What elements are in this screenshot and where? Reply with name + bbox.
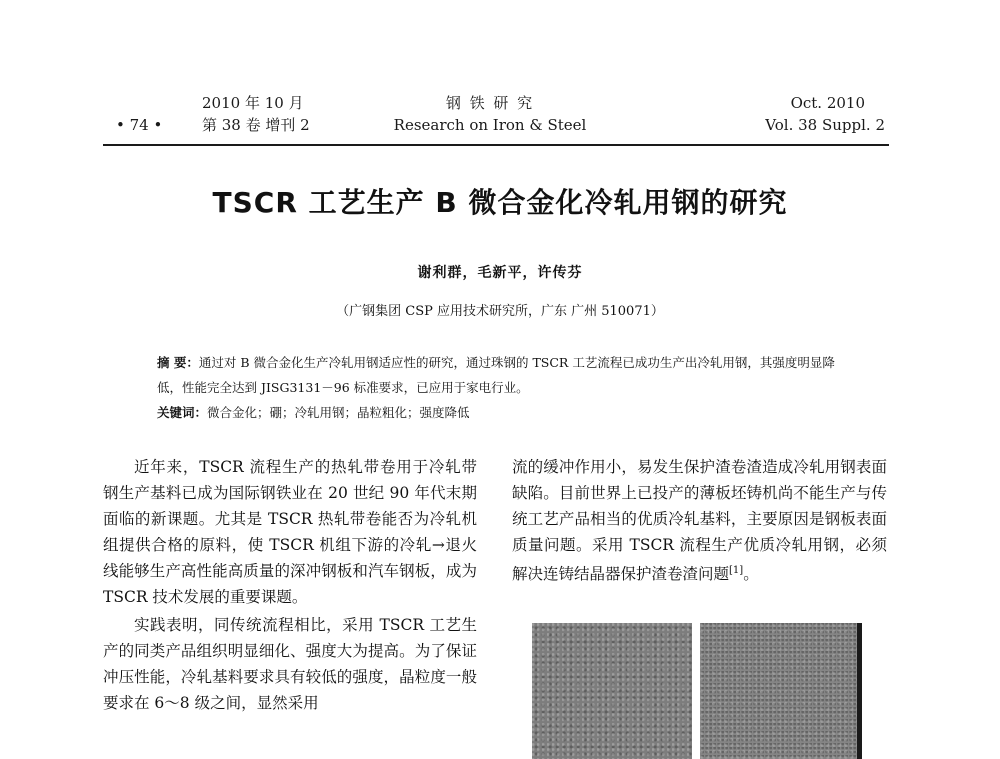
paper-title: TSCR 工艺生产 B 微合金化冷轧用钢的研究 — [212, 186, 788, 219]
issue-date-cn: 2010 年 10 月 — [202, 94, 304, 112]
journal-name-cn: 钢 铁 研 究 — [445, 94, 535, 112]
right-column — [512, 454, 887, 587]
abstract — [157, 350, 847, 400]
abstract-label: 摘 要： — [157, 355, 199, 370]
affiliation: （广钢集团 CSP 应用技术研究所，广东 广州 510071） — [336, 304, 664, 319]
left-column — [103, 454, 477, 716]
body-paragraph: 近年来，TSCR 流程生产的热轧带卷用于冷轧带钢生产基料已成为国际钢铁业在 20 世纪 90 年代末期面临的新课题。尤其是 TSCR 热轧带卷能否为冷轧机组提供合格的原料，使 TSCR 机组下游的冷轧→退火线能够生产高性能高质量的深冲钢板和汽车钢板，成为 TSCR 技术发展的重要课题。 — [103, 458, 477, 606]
body-paragraph — [512, 454, 887, 587]
body-text-end: 。 — [743, 565, 759, 584]
keywords-text: 微合金化；硼；冷轧用钢；晶粒粗化；强度降低 — [207, 405, 470, 420]
body-paragraph: 实践表明，同传统流程相比，采用 TSCR 工艺生产的同类产品组织明显细化、强度大为提高。为了保证冲压性能，冷轧基料要求具有较低的强度，晶粒度一般要求在 6～8 级之间，显然采用 — [103, 616, 477, 712]
volume-en: Vol. 38 Suppl. 2 — [765, 116, 885, 134]
micrograph-right — [700, 623, 862, 759]
micrograph-edge — [857, 623, 862, 759]
volume-cn: 第 38 卷 增刊 2 — [202, 116, 310, 134]
journal-name-en: Research on Iron & Steel — [393, 116, 587, 134]
page-number: • 74 • — [116, 116, 163, 134]
authors: 谢利群，毛新平，许传芬 — [417, 265, 583, 281]
abstract-text: 通过对 B 微合金化生产冷轧用钢适应性的研究，通过珠钢的 TSCR 工艺流程已成功生产出冷轧用钢，其强度明显降低，性能完全达到 JISG3131－96 标准要求，已应用于家电行业。 — [157, 355, 835, 395]
keywords-label: 关键词： — [157, 405, 208, 420]
citation-ref: [1] — [729, 565, 744, 576]
body-text: 流的缓冲作用小，易发生保护渣卷渣造成冷轧用钢表面缺陷。目前世界上已投产的薄板坯铸机尚不能生产与传统工艺产品相当的优质冷轧基料，主要原因是钢板表面质量问题。采用 TSCR 流程生产优质冷轧用钢，必须解决连铸结晶器保护渣卷渣问题 — [512, 458, 887, 584]
micrograph-left — [532, 623, 692, 759]
header-rule — [103, 144, 889, 146]
keywords — [157, 400, 847, 425]
issue-date-en: Oct. 2010 — [790, 94, 865, 112]
